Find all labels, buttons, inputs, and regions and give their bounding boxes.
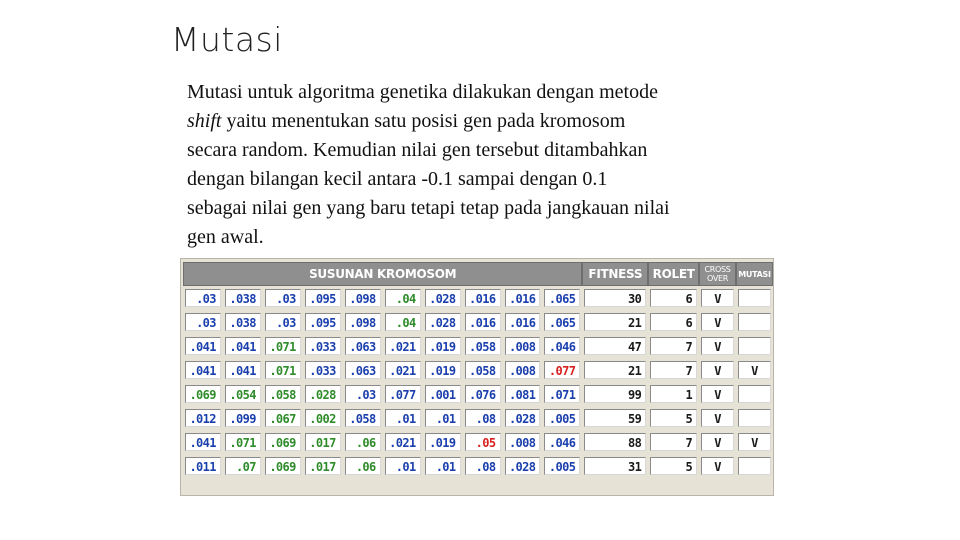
gene-cell bbox=[423, 310, 463, 334]
gene-value: .017 bbox=[305, 433, 341, 451]
gene-value: .07 bbox=[225, 457, 261, 475]
mutasi-mark bbox=[738, 337, 771, 355]
gene-value: .08 bbox=[465, 409, 501, 427]
crossover-cell bbox=[699, 334, 736, 358]
fitness-cell bbox=[582, 310, 648, 334]
crossover-mark: V bbox=[701, 433, 734, 451]
paragraph-line-5: sebagai nilai gen yang baru tetapi tetap pada jangkauan nilai bbox=[187, 197, 670, 219]
gene-value: .071 bbox=[225, 433, 261, 451]
fitness-cell bbox=[582, 430, 648, 454]
chromosome-table-body bbox=[183, 286, 773, 478]
gene-cell bbox=[343, 334, 383, 358]
gene-cell bbox=[542, 310, 582, 334]
gene-cell bbox=[542, 406, 582, 430]
gene-value: .021 bbox=[385, 433, 421, 451]
gene-value: .01 bbox=[425, 409, 461, 427]
gene-cell bbox=[183, 382, 223, 406]
paragraph-line-2 bbox=[187, 107, 787, 136]
rolet-cell bbox=[648, 406, 699, 430]
gene-cell bbox=[303, 406, 343, 430]
gene-cell bbox=[383, 430, 423, 454]
gene-cell bbox=[263, 406, 303, 430]
gene-value: .033 bbox=[305, 361, 341, 379]
gene-cell bbox=[303, 334, 343, 358]
table-row bbox=[183, 286, 773, 310]
gene-cell bbox=[503, 382, 543, 406]
mutasi-cell bbox=[736, 310, 773, 334]
fitness-value: 21 bbox=[584, 361, 646, 379]
gene-value: .041 bbox=[185, 337, 221, 355]
gene-value: .046 bbox=[544, 337, 580, 355]
body-paragraph bbox=[187, 78, 787, 252]
gene-value: .03 bbox=[185, 313, 221, 331]
gene-cell bbox=[542, 382, 582, 406]
gene-value: .03 bbox=[265, 289, 301, 307]
gene-value: .002 bbox=[305, 409, 341, 427]
chromosome-table bbox=[183, 262, 773, 478]
gene-cell bbox=[343, 382, 383, 406]
mutasi-cell bbox=[736, 334, 773, 358]
gene-cell bbox=[463, 286, 503, 310]
gene-cell bbox=[223, 286, 263, 310]
table-row bbox=[183, 454, 773, 478]
table-row bbox=[183, 430, 773, 454]
crossover-cell bbox=[699, 454, 736, 478]
gene-value: .03 bbox=[345, 385, 381, 403]
table-row bbox=[183, 406, 773, 430]
gene-cell bbox=[463, 310, 503, 334]
rolet-cell bbox=[648, 334, 699, 358]
gene-cell bbox=[303, 430, 343, 454]
gene-cell bbox=[303, 310, 343, 334]
rolet-cell bbox=[648, 358, 699, 382]
gene-cell bbox=[343, 286, 383, 310]
rolet-value: 7 bbox=[650, 433, 697, 451]
gene-cell bbox=[463, 454, 503, 478]
gene-cell bbox=[423, 406, 463, 430]
gene-cell bbox=[503, 430, 543, 454]
gene-cell bbox=[423, 454, 463, 478]
gene-cell bbox=[463, 406, 503, 430]
gene-value: .041 bbox=[185, 361, 221, 379]
crossover-cell bbox=[699, 286, 736, 310]
crossover-mark: V bbox=[701, 313, 734, 331]
gene-value: .005 bbox=[544, 409, 580, 427]
gene-value: .076 bbox=[465, 385, 501, 403]
gene-value: .063 bbox=[345, 337, 381, 355]
fitness-value: 88 bbox=[584, 433, 646, 451]
gene-cell bbox=[542, 454, 582, 478]
gene-value: .001 bbox=[425, 385, 461, 403]
gene-cell bbox=[303, 358, 343, 382]
gene-value: .058 bbox=[465, 361, 501, 379]
mutasi-mark bbox=[738, 313, 771, 331]
mutasi-mark bbox=[738, 385, 771, 403]
gene-cell bbox=[542, 334, 582, 358]
gene-cell bbox=[343, 430, 383, 454]
gene-cell bbox=[263, 382, 303, 406]
crossover-mark: V bbox=[701, 289, 734, 307]
gene-value: .069 bbox=[265, 433, 301, 451]
gene-value: .071 bbox=[265, 361, 301, 379]
gene-cell bbox=[263, 310, 303, 334]
fitness-cell bbox=[582, 334, 648, 358]
crossover-cell bbox=[699, 406, 736, 430]
rolet-value: 7 bbox=[650, 361, 697, 379]
gene-value: .098 bbox=[345, 313, 381, 331]
gene-cell bbox=[503, 406, 543, 430]
rolet-cell bbox=[648, 430, 699, 454]
gene-cell bbox=[383, 382, 423, 406]
gene-value: .069 bbox=[265, 457, 301, 475]
gene-value: .065 bbox=[544, 313, 580, 331]
rolet-value: 6 bbox=[650, 313, 697, 331]
gene-value: .005 bbox=[544, 457, 580, 475]
header-fitness: FITNESS bbox=[582, 262, 648, 286]
gene-cell bbox=[383, 286, 423, 310]
gene-value: .069 bbox=[185, 385, 221, 403]
gene-value: .041 bbox=[225, 361, 261, 379]
table-row bbox=[183, 358, 773, 382]
crossover-mark: V bbox=[701, 361, 734, 379]
rolet-cell bbox=[648, 310, 699, 334]
gene-value: .06 bbox=[345, 457, 381, 475]
rolet-value: 7 bbox=[650, 337, 697, 355]
header-crossover-line1: CROSS bbox=[704, 265, 731, 274]
gene-value: .099 bbox=[225, 409, 261, 427]
fitness-cell bbox=[582, 406, 648, 430]
mutasi-mark bbox=[738, 289, 771, 307]
gene-cell bbox=[343, 310, 383, 334]
gene-cell bbox=[263, 454, 303, 478]
paragraph-line-1: Mutasi untuk algoritma genetika dilakukan dengan metode bbox=[187, 81, 658, 103]
gene-value: .04 bbox=[385, 289, 421, 307]
gene-cell bbox=[303, 454, 343, 478]
gene-value: .01 bbox=[385, 409, 421, 427]
gene-cell bbox=[183, 334, 223, 358]
gene-cell bbox=[383, 454, 423, 478]
gene-cell bbox=[223, 454, 263, 478]
gene-value: .04 bbox=[385, 313, 421, 331]
mutasi-cell bbox=[736, 382, 773, 406]
header-rolet: ROLET bbox=[648, 262, 699, 286]
paragraph-line-3: secara random. Kemudian nilai gen tersebut ditambahkan bbox=[187, 139, 648, 161]
fitness-cell bbox=[582, 454, 648, 478]
gene-value: .016 bbox=[465, 313, 501, 331]
header-crossover-line2: OVER bbox=[706, 274, 729, 283]
gene-cell bbox=[542, 430, 582, 454]
gene-cell bbox=[503, 310, 543, 334]
gene-cell bbox=[503, 454, 543, 478]
paragraph-line-2-rest: yaitu menentukan satu posisi gen pada kromosom bbox=[221, 110, 626, 132]
gene-cell bbox=[423, 334, 463, 358]
gene-value: .038 bbox=[225, 313, 261, 331]
gene-value: .028 bbox=[505, 409, 541, 427]
crossover-cell bbox=[699, 382, 736, 406]
crossover-cell bbox=[699, 430, 736, 454]
gene-value: .038 bbox=[225, 289, 261, 307]
gene-value: .08 bbox=[465, 457, 501, 475]
gene-value: .01 bbox=[425, 457, 461, 475]
gene-value: .05 bbox=[465, 433, 501, 451]
gene-value: .033 bbox=[305, 337, 341, 355]
gene-value: .077 bbox=[385, 385, 421, 403]
gene-value: .058 bbox=[265, 385, 301, 403]
mutasi-mark bbox=[738, 457, 771, 475]
gene-cell bbox=[183, 454, 223, 478]
mutasi-cell bbox=[736, 430, 773, 454]
gene-cell bbox=[343, 406, 383, 430]
mutasi-cell bbox=[736, 454, 773, 478]
mutasi-cell bbox=[736, 286, 773, 310]
gene-value: .03 bbox=[185, 289, 221, 307]
gene-cell bbox=[423, 286, 463, 310]
gene-cell bbox=[343, 358, 383, 382]
rolet-cell bbox=[648, 454, 699, 478]
gene-cell bbox=[423, 358, 463, 382]
rolet-value: 6 bbox=[650, 289, 697, 307]
chromosome-table-panel bbox=[180, 258, 774, 496]
gene-value: .008 bbox=[505, 361, 541, 379]
gene-value: .016 bbox=[505, 313, 541, 331]
gene-value: .058 bbox=[345, 409, 381, 427]
gene-value: .008 bbox=[505, 433, 541, 451]
gene-value: .065 bbox=[544, 289, 580, 307]
gene-value: .063 bbox=[345, 361, 381, 379]
crossover-mark: V bbox=[701, 457, 734, 475]
gene-value: .067 bbox=[265, 409, 301, 427]
gene-cell bbox=[183, 358, 223, 382]
gene-cell bbox=[463, 430, 503, 454]
gene-value: .01 bbox=[385, 457, 421, 475]
gene-cell bbox=[223, 358, 263, 382]
gene-cell bbox=[223, 406, 263, 430]
mutasi-mark bbox=[738, 409, 771, 427]
gene-cell bbox=[223, 310, 263, 334]
fitness-cell bbox=[582, 382, 648, 406]
fitness-value: 59 bbox=[584, 409, 646, 427]
gene-value: .019 bbox=[425, 337, 461, 355]
rolet-value: 5 bbox=[650, 457, 697, 475]
gene-value: .011 bbox=[185, 457, 221, 475]
table-row bbox=[183, 310, 773, 334]
fitness-value: 47 bbox=[584, 337, 646, 355]
gene-value: .041 bbox=[185, 433, 221, 451]
fitness-value: 31 bbox=[584, 457, 646, 475]
gene-value: .071 bbox=[544, 385, 580, 403]
crossover-cell bbox=[699, 310, 736, 334]
gene-cell bbox=[263, 286, 303, 310]
paragraph-line-4: dengan bilangan kecil antara -0.1 sampai dengan 0.1 bbox=[187, 168, 608, 190]
gene-value: .016 bbox=[465, 289, 501, 307]
gene-value: .06 bbox=[345, 433, 381, 451]
gene-value: .071 bbox=[265, 337, 301, 355]
gene-value: .028 bbox=[305, 385, 341, 403]
header-susunan-kromosom: SUSUNAN KROMOSOM bbox=[183, 262, 582, 286]
gene-cell bbox=[503, 286, 543, 310]
mutasi-mark: V bbox=[738, 361, 771, 379]
gene-value: .017 bbox=[305, 457, 341, 475]
table-row bbox=[183, 382, 773, 406]
gene-cell bbox=[183, 406, 223, 430]
gene-value: .028 bbox=[425, 313, 461, 331]
fitness-value: 30 bbox=[584, 289, 646, 307]
gene-cell bbox=[383, 310, 423, 334]
gene-value: .041 bbox=[225, 337, 261, 355]
gene-value: .03 bbox=[265, 313, 301, 331]
slide-title: Mutasi bbox=[171, 20, 283, 59]
gene-value: .095 bbox=[305, 313, 341, 331]
gene-value: .095 bbox=[305, 289, 341, 307]
gene-cell bbox=[223, 382, 263, 406]
header-mutasi: MUTASI bbox=[736, 262, 773, 286]
shift-term: shift bbox=[187, 110, 222, 132]
gene-value: .019 bbox=[425, 361, 461, 379]
gene-value: .098 bbox=[345, 289, 381, 307]
gene-cell bbox=[383, 334, 423, 358]
gene-cell bbox=[383, 406, 423, 430]
fitness-value: 99 bbox=[584, 385, 646, 403]
gene-cell bbox=[223, 430, 263, 454]
crossover-mark: V bbox=[701, 385, 734, 403]
gene-cell bbox=[383, 358, 423, 382]
paragraph-line-6: gen awal. bbox=[187, 226, 264, 248]
gene-value: .019 bbox=[425, 433, 461, 451]
gene-cell bbox=[463, 334, 503, 358]
gene-cell bbox=[503, 358, 543, 382]
gene-value: .046 bbox=[544, 433, 580, 451]
gene-cell bbox=[183, 310, 223, 334]
gene-cell bbox=[223, 334, 263, 358]
rolet-cell bbox=[648, 286, 699, 310]
crossover-cell bbox=[699, 358, 736, 382]
crossover-mark: V bbox=[701, 409, 734, 427]
gene-value: .058 bbox=[465, 337, 501, 355]
gene-cell bbox=[343, 454, 383, 478]
fitness-cell bbox=[582, 358, 648, 382]
gene-cell bbox=[423, 382, 463, 406]
gene-cell bbox=[423, 430, 463, 454]
crossover-mark: V bbox=[701, 337, 734, 355]
gene-value: .021 bbox=[385, 361, 421, 379]
table-row bbox=[183, 334, 773, 358]
gene-cell bbox=[463, 358, 503, 382]
rolet-value: 1 bbox=[650, 385, 697, 403]
mutasi-cell bbox=[736, 358, 773, 382]
fitness-cell bbox=[582, 286, 648, 310]
mutasi-mark: V bbox=[738, 433, 771, 451]
rolet-value: 5 bbox=[650, 409, 697, 427]
gene-cell bbox=[503, 334, 543, 358]
fitness-value: 21 bbox=[584, 313, 646, 331]
gene-value: .021 bbox=[385, 337, 421, 355]
gene-value: .054 bbox=[225, 385, 261, 403]
gene-cell bbox=[303, 382, 343, 406]
gene-value: .008 bbox=[505, 337, 541, 355]
gene-value: .016 bbox=[505, 289, 541, 307]
gene-cell bbox=[263, 430, 303, 454]
gene-cell bbox=[303, 286, 343, 310]
gene-cell bbox=[463, 382, 503, 406]
gene-value: .028 bbox=[505, 457, 541, 475]
gene-cell bbox=[183, 286, 223, 310]
gene-cell bbox=[263, 334, 303, 358]
gene-value: .081 bbox=[505, 385, 541, 403]
gene-cell bbox=[263, 358, 303, 382]
gene-cell bbox=[542, 358, 582, 382]
header-crossover bbox=[699, 262, 736, 286]
rolet-cell bbox=[648, 382, 699, 406]
gene-value: .012 bbox=[185, 409, 221, 427]
mutasi-cell bbox=[736, 406, 773, 430]
gene-value: .077 bbox=[544, 361, 580, 379]
gene-cell bbox=[542, 286, 582, 310]
gene-cell bbox=[183, 430, 223, 454]
gene-value: .028 bbox=[425, 289, 461, 307]
